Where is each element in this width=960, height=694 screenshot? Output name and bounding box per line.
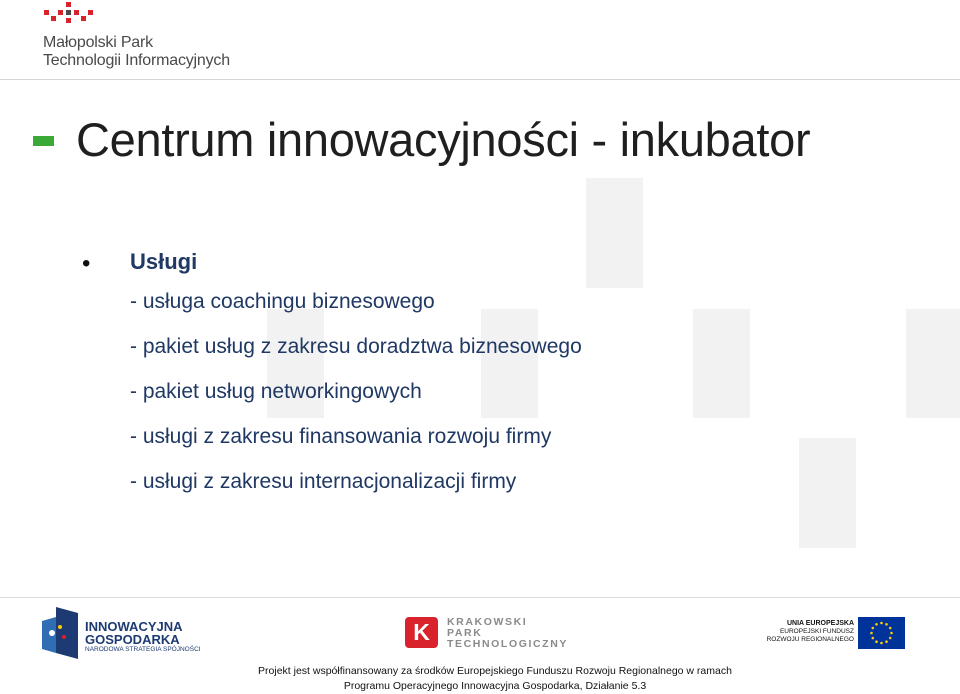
mpti-logo-text: [43, 34, 230, 70]
slide-title: Centrum innowacyjności - inkubator: [76, 113, 811, 166]
decor-block: [799, 438, 856, 548]
title-accent-bar: [33, 136, 54, 146]
funding-line-2: Programu Operacyjnego Innowacyjna Gospodarka, Działanie 5.3: [343, 680, 647, 692]
kpt-line-1: KRAKOWSKI: [447, 616, 528, 628]
kpt-logo-icon: K: [405, 617, 438, 648]
list-item: - usługi z zakresu internacjonalizacji firmy: [130, 470, 517, 493]
bullet-icon: •: [82, 250, 91, 277]
kpt-logo-text: [447, 617, 568, 650]
list-item: - pakiet usług networkingowych: [130, 380, 422, 403]
eu-flag-icon: [858, 617, 905, 649]
logo-line-1: Małopolski Park: [43, 34, 153, 51]
kpt-line-2: PARK: [447, 627, 483, 639]
eu-line-3: ROZWOJU REGIONALNEGO: [766, 636, 854, 643]
bullet-heading: Usługi: [130, 249, 198, 274]
eu-line-2: EUROPEJSKI FUNDUSZ: [779, 628, 854, 635]
logo-line-2: Technologii Informacyjnych: [43, 52, 230, 69]
eu-label: [764, 620, 854, 644]
innowacyjna-gospodarka-title: [85, 620, 183, 646]
decor-block: [586, 178, 643, 288]
funding-notice: [0, 664, 960, 694]
header: [0, 0, 960, 80]
list-item: - pakiet usług z zakresu doradztwa biznesowego: [130, 335, 582, 358]
services-list: [130, 290, 582, 515]
funding-line-1: Projekt jest współfinansowany za środków Europejskiego Funduszu Rozwoju Regionalnego w ramach: [258, 665, 732, 677]
list-item: - usługi z zakresu finansowania rozwoju firmy: [130, 425, 552, 448]
ig-title-line-2: GOSPODARKA: [85, 632, 180, 647]
list-item: - usługa coachingu biznesowego: [130, 290, 435, 313]
kpt-line-3: TECHNOLOGICZNY: [447, 638, 568, 650]
decor-block: [693, 309, 750, 418]
ig-title-line-1: INNOWACYJNA: [85, 619, 183, 634]
eu-line-1: UNIA EUROPEJSKA: [786, 620, 854, 627]
innowacyjna-gospodarka-logo-icon: [42, 607, 78, 659]
mpti-logo-icon: [44, 2, 96, 30]
ig-subtitle: NARODOWA STRATEGIA SPÓJNOŚCI: [85, 646, 201, 653]
decor-block: [906, 309, 960, 418]
